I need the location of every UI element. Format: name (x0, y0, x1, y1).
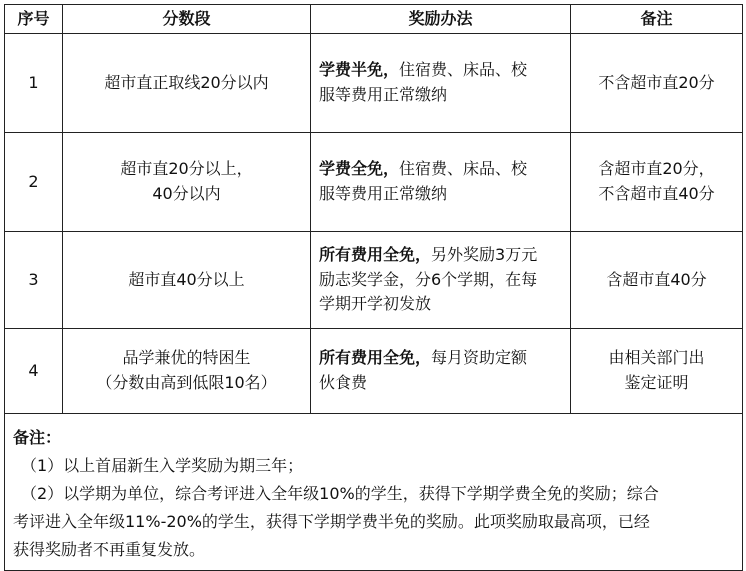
row-index: 1 (5, 34, 63, 133)
row-note (571, 232, 743, 329)
note-line: 不含超市直40分 (598, 184, 715, 203)
award-line: 每月资助定额 (431, 348, 528, 368)
row-index: 2 (5, 133, 63, 232)
award-bold: 学费半免， (319, 60, 400, 80)
note-line: 不含超市直20分 (598, 72, 715, 92)
range-line: 超市直20分以上， (120, 159, 253, 179)
row-index: 3 (5, 232, 63, 329)
table-row (5, 34, 743, 133)
header-range: 分数段 (63, 5, 311, 34)
table-row (5, 329, 743, 414)
note-line: 鉴定证明 (624, 373, 689, 392)
row-range (63, 133, 311, 232)
row-note (571, 329, 743, 414)
remark-line: 考评进入全年级11%-20%的学生，获得下学期学费半免的奖励。此项奖励取最高项，已经 (13, 512, 650, 531)
row-range (63, 34, 311, 133)
header-row (5, 5, 743, 34)
range-line: 超市直40分以上 (128, 269, 245, 289)
header-note: 备注 (571, 5, 743, 34)
award-bold: 学费全免， (319, 159, 400, 179)
note-line: 由相关部门出 (608, 348, 705, 368)
row-note (571, 34, 743, 133)
remarks-title: 备注： (13, 428, 62, 447)
range-line: 品学兼优的特困生 (122, 348, 251, 368)
range-line: （分数由高到低限10名） (96, 373, 277, 392)
row-index: 4 (5, 329, 63, 414)
remarks-cell (5, 414, 743, 571)
note-line: 含超市直20分， (598, 159, 715, 179)
header-index: 序号 (5, 5, 63, 34)
award-line: 住宿费、床品、校 (399, 60, 528, 80)
table-row (5, 232, 743, 329)
award-table (4, 4, 743, 571)
row-award (311, 329, 571, 414)
row-award (311, 34, 571, 133)
award-line: 励志奖学金，分6个学期，在每 (319, 269, 538, 289)
header-award: 奖励办法 (311, 5, 571, 34)
award-bold: 所有费用全免， (319, 244, 432, 264)
row-award (311, 133, 571, 232)
row-range (63, 329, 311, 414)
remarks-row (5, 414, 743, 571)
award-line: 服等费用正常缴纳 (319, 85, 448, 104)
row-note (571, 133, 743, 232)
award-line: 学期开学初发放 (319, 294, 432, 314)
range-line: 40分以内 (152, 184, 221, 203)
row-range (63, 232, 311, 329)
remark-line: （1）以上首届新生入学奖励为期三年； (21, 456, 304, 475)
row-award (311, 232, 571, 329)
range-line: 超市直正取线20分以内 (104, 72, 269, 92)
table-row (5, 133, 743, 232)
award-line: 伙食费 (319, 373, 368, 392)
remark-line: 获得奖励者不再重复发放。 (13, 540, 206, 559)
award-line: 服等费用正常缴纳 (319, 184, 448, 203)
award-line: 住宿费、床品、校 (399, 159, 528, 179)
award-line: 另外奖励3万元 (431, 244, 538, 264)
remark-line: （2）以学期为单位，综合考评进入全年级10%的学生，获得下学期学费全免的奖励；综合 (21, 484, 659, 503)
note-line: 含超市直40分 (606, 269, 707, 289)
award-bold: 所有费用全免， (319, 348, 432, 368)
